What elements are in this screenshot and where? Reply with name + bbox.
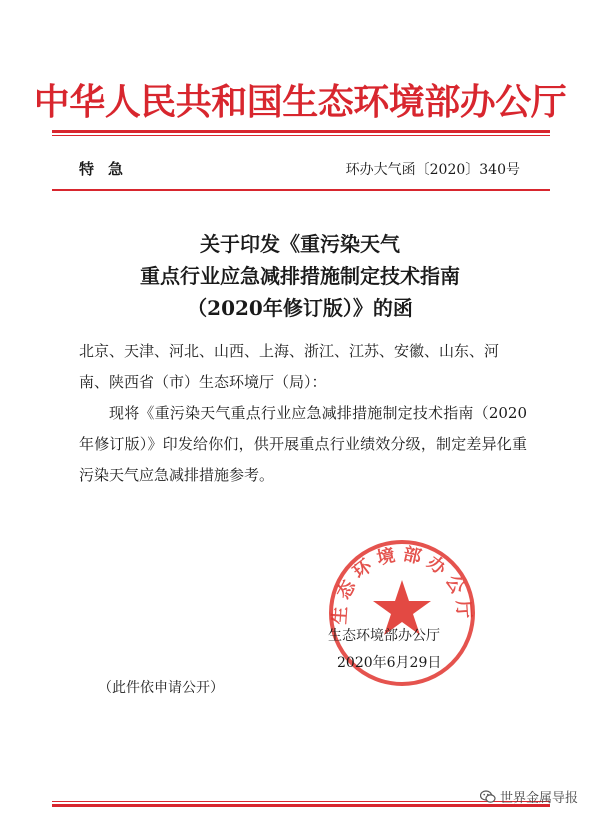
addressee-line-1: 北京、天津、河北、山西、上海、浙江、江苏、安徽、山东、河 [79, 342, 500, 360]
wechat-icon [480, 790, 496, 804]
issuer-signature: 生态环境部办公厅 [328, 628, 440, 644]
addressee-line-2: 南、陕西省（市）生态环境厅（局）： [79, 373, 327, 391]
title-line-3: （2020年修订版）》的函 [187, 296, 413, 320]
document-number: 环办大气函〔2020〕340号 [345, 162, 520, 178]
footer-red-line-thin [52, 801, 550, 802]
footer-red-line-thick [52, 804, 550, 807]
issue-date: 2020年6月29日 [337, 655, 442, 671]
title-line-2: 重点行业应急减排措施制定技术指南 [140, 264, 460, 288]
divider-red-line [52, 189, 550, 191]
seal-text: 生态环境部办公厅 [329, 543, 475, 626]
header-red-line-thick [52, 130, 550, 133]
watermark [480, 787, 578, 806]
watermark-text: 世界金属导报 [499, 791, 578, 806]
title-line-1: 关于印发《重污染天气 [200, 232, 400, 256]
public-note: （此件依申请公开） [98, 680, 224, 696]
body-paragraph: 现将《重污染天气重点行业应急减排措施制定技术指南（2020年修订版）》印发给你们，供开展重点行业绩效分级，制定差异化重污染天气应急减排措施参考。 [79, 404, 527, 484]
agency-header: 中华人民共和国生态环境部办公厅 [33, 81, 567, 123]
body-content [79, 336, 527, 491]
urgency-label: 特急 [79, 160, 138, 178]
header-red-line-thin [52, 135, 550, 136]
